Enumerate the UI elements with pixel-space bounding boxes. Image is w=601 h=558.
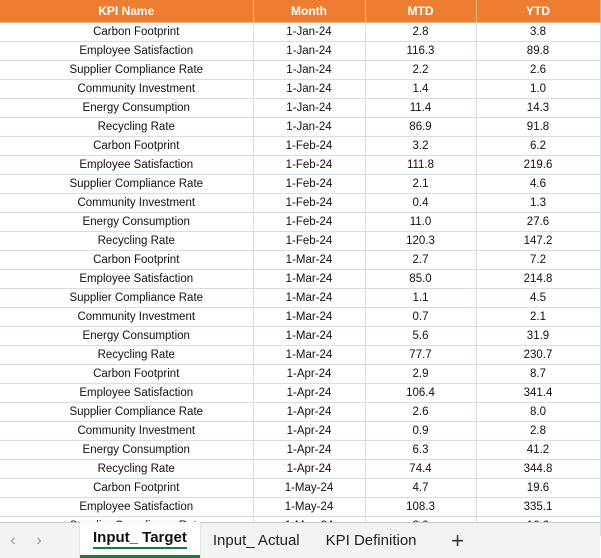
cell-ytd[interactable]: 27.6 xyxy=(476,212,600,231)
table-row xyxy=(0,269,600,288)
cell-kpi-name[interactable]: Energy Consumption xyxy=(0,440,253,459)
cell-kpi-name[interactable]: Recycling Rate xyxy=(0,459,253,478)
cell-month[interactable]: 1-Jan-24 xyxy=(253,22,365,41)
cell-month[interactable]: 1-Mar-24 xyxy=(253,288,365,307)
table-row xyxy=(0,155,600,174)
cell-kpi-name[interactable]: Carbon Footprint xyxy=(0,250,253,269)
cell-month[interactable]: 1-Feb-24 xyxy=(253,231,365,250)
plus-icon[interactable]: + xyxy=(451,527,464,553)
table-row xyxy=(0,326,600,345)
cell-ytd[interactable]: 3.8 xyxy=(476,22,600,41)
cell-ytd[interactable]: 8.7 xyxy=(476,364,600,383)
cell-kpi-name[interactable]: Employee Satisfaction xyxy=(0,383,253,402)
table-row xyxy=(0,288,600,307)
cell-ytd[interactable]: 1.0 xyxy=(476,79,600,98)
table-row xyxy=(0,383,600,402)
header-ytd[interactable]: YTD xyxy=(476,0,600,22)
cell-kpi-name[interactable]: Community Investment xyxy=(0,421,253,440)
cell-kpi-name[interactable]: Recycling Rate xyxy=(0,117,253,136)
cell-kpi-name[interactable]: Carbon Footprint xyxy=(0,364,253,383)
cell-kpi-name[interactable]: Carbon Footprint xyxy=(0,478,253,497)
cell-month[interactable]: 1-Jan-24 xyxy=(253,60,365,79)
table-row xyxy=(0,193,600,212)
table-row xyxy=(0,459,600,478)
cell-mtd[interactable]: 111.8 xyxy=(365,155,476,174)
cell-ytd[interactable]: 4.5 xyxy=(476,288,600,307)
cell-kpi-name[interactable]: Carbon Footprint xyxy=(0,22,253,41)
cell-ytd[interactable]: 2.6 xyxy=(476,60,600,79)
cell-month[interactable]: 1-Jan-24 xyxy=(253,98,365,117)
header-month[interactable]: Month xyxy=(253,0,365,22)
cell-month[interactable]: 1-Feb-24 xyxy=(253,155,365,174)
cell-ytd[interactable]: 6.2 xyxy=(476,136,600,155)
sheet-tab-bar xyxy=(0,522,600,558)
cell-month[interactable]: 1-Apr-24 xyxy=(253,421,365,440)
cell-mtd[interactable]: 2.9 xyxy=(365,364,476,383)
cell-mtd[interactable]: 1.4 xyxy=(365,79,476,98)
cell-mtd[interactable]: 116.3 xyxy=(365,41,476,60)
table-row xyxy=(0,440,600,459)
cell-kpi-name[interactable]: Supplier Compliance Rate xyxy=(0,288,253,307)
cell-kpi-name[interactable]: Employee Satisfaction xyxy=(0,155,253,174)
table-row xyxy=(0,174,600,193)
cell-kpi-name[interactable]: Recycling Rate xyxy=(0,231,253,250)
cell-ytd[interactable]: 89.8 xyxy=(476,41,600,60)
cell-mtd[interactable]: 6.3 xyxy=(365,440,476,459)
cell-mtd[interactable]: 0.9 xyxy=(365,421,476,440)
table-row xyxy=(0,117,600,136)
cell-mtd[interactable]: 0.7 xyxy=(365,307,476,326)
cell-mtd[interactable]: 2.6 xyxy=(365,402,476,421)
sheet-tab-input-actual[interactable] xyxy=(200,523,313,558)
cell-mtd[interactable]: 2.1 xyxy=(365,174,476,193)
cell-kpi-name[interactable]: Community Investment xyxy=(0,79,253,98)
table-row xyxy=(0,212,600,231)
table-row xyxy=(0,60,600,79)
cell-month[interactable]: 1-Apr-24 xyxy=(253,440,365,459)
cell-mtd[interactable]: 0.4 xyxy=(365,193,476,212)
cell-mtd[interactable]: 86.9 xyxy=(365,117,476,136)
cell-kpi-name[interactable]: Energy Consumption xyxy=(0,326,253,345)
sheet-tab-input-target[interactable] xyxy=(80,522,200,558)
cell-month[interactable]: 1-Feb-24 xyxy=(253,212,365,231)
cell-month[interactable]: 1-Apr-24 xyxy=(253,402,365,421)
cell-month[interactable]: 1-May-24 xyxy=(253,497,365,516)
cell-month[interactable]: 1-Apr-24 xyxy=(253,383,365,402)
cell-kpi-name[interactable]: Employee Satisfaction xyxy=(0,269,253,288)
cell-ytd[interactable]: 41.2 xyxy=(476,440,600,459)
cell-ytd[interactable]: 8.0 xyxy=(476,402,600,421)
cell-mtd[interactable]: 74.4 xyxy=(365,459,476,478)
table-row xyxy=(0,421,600,440)
cell-month[interactable]: 1-Mar-24 xyxy=(253,307,365,326)
cell-ytd[interactable]: 344.8 xyxy=(476,459,600,478)
table-row xyxy=(0,402,600,421)
cell-mtd[interactable]: 2.7 xyxy=(365,250,476,269)
table-row xyxy=(0,250,600,269)
sheet-tab-label: Input_ Actual xyxy=(212,532,300,549)
cell-ytd[interactable]: 341.4 xyxy=(476,383,600,402)
cell-ytd[interactable]: 219.6 xyxy=(476,155,600,174)
table-row xyxy=(0,478,600,497)
cell-mtd[interactable]: 2.8 xyxy=(365,22,476,41)
cell-kpi-name[interactable]: Supplier Compliance Rate xyxy=(0,60,253,79)
cell-kpi-name[interactable]: Energy Consumption xyxy=(0,212,253,231)
cell-month[interactable]: 1-Mar-24 xyxy=(253,345,365,364)
chevron-left-icon[interactable]: ‹ xyxy=(10,531,16,549)
cell-ytd[interactable]: 91.8 xyxy=(476,117,600,136)
sheet-tabs xyxy=(80,523,430,558)
cell-ytd[interactable]: 7.2 xyxy=(476,250,600,269)
cell-month[interactable]: 1-Feb-24 xyxy=(253,193,365,212)
header-mtd[interactable]: MTD xyxy=(365,0,476,22)
cell-mtd[interactable]: 11.0 xyxy=(365,212,476,231)
cell-kpi-name[interactable]: Carbon Footprint xyxy=(0,136,253,155)
cell-mtd[interactable]: 108.3 xyxy=(365,497,476,516)
cell-kpi-name[interactable]: Supplier Compliance Rate xyxy=(0,174,253,193)
table-row xyxy=(0,345,600,364)
table-row xyxy=(0,136,600,155)
table-row xyxy=(0,22,600,41)
chevron-right-icon[interactable]: › xyxy=(36,531,42,549)
table-row xyxy=(0,98,600,117)
cell-mtd[interactable]: 120.3 xyxy=(365,231,476,250)
cell-month[interactable]: 1-May-24 xyxy=(253,478,365,497)
cell-month[interactable]: 1-Jan-24 xyxy=(253,79,365,98)
cell-ytd[interactable]: 19.6 xyxy=(476,478,600,497)
sheet-tab-kpi-definition[interactable] xyxy=(313,523,430,558)
cell-month[interactable]: 1-Jan-24 xyxy=(253,41,365,60)
cell-mtd[interactable]: 2.2 xyxy=(365,60,476,79)
cell-month[interactable]: 1-Feb-24 xyxy=(253,136,365,155)
cell-mtd[interactable]: 11.4 xyxy=(365,98,476,117)
cell-month[interactable]: 1-Mar-24 xyxy=(253,326,365,345)
cell-ytd[interactable]: 1.3 xyxy=(476,193,600,212)
table-row xyxy=(0,307,600,326)
table-row xyxy=(0,79,600,98)
cell-month[interactable]: 1-Mar-24 xyxy=(253,269,365,288)
cell-ytd[interactable]: 230.7 xyxy=(476,345,600,364)
cell-month[interactable]: 1-Apr-24 xyxy=(253,459,365,478)
cell-kpi-name[interactable]: Supplier Compliance Rate xyxy=(0,402,253,421)
cell-ytd[interactable]: 147.2 xyxy=(476,231,600,250)
header-kpi-name[interactable]: KPI Name xyxy=(0,0,253,22)
cell-ytd[interactable]: 2.8 xyxy=(476,421,600,440)
cell-kpi-name[interactable]: Energy Consumption xyxy=(0,98,253,117)
cell-ytd[interactable]: 4.6 xyxy=(476,174,600,193)
cell-mtd[interactable]: 5.6 xyxy=(365,326,476,345)
cell-month[interactable]: 1-Mar-24 xyxy=(253,250,365,269)
cell-month[interactable]: 1-Apr-24 xyxy=(253,364,365,383)
cell-month[interactable]: 1-Feb-24 xyxy=(253,174,365,193)
cell-mtd[interactable]: 106.4 xyxy=(365,383,476,402)
cell-kpi-name[interactable]: Community Investment xyxy=(0,307,253,326)
table-row xyxy=(0,497,600,516)
table-row xyxy=(0,41,600,60)
cell-ytd[interactable]: 214.8 xyxy=(476,269,600,288)
cell-mtd[interactable]: 85.0 xyxy=(365,269,476,288)
cell-month[interactable]: 1-Jan-24 xyxy=(253,117,365,136)
table-row xyxy=(0,364,600,383)
sheet-tab-label: KPI Definition xyxy=(325,532,417,549)
cell-mtd[interactable]: 1.1 xyxy=(365,288,476,307)
cell-ytd[interactable]: 335.1 xyxy=(476,497,600,516)
sheet-tab-label: Input_ Target xyxy=(93,529,187,549)
cell-mtd[interactable]: 3.2 xyxy=(365,136,476,155)
cell-mtd[interactable]: 77.7 xyxy=(365,345,476,364)
header-row xyxy=(0,0,600,22)
cell-kpi-name[interactable]: Community Investment xyxy=(0,193,253,212)
cell-ytd[interactable]: 14.3 xyxy=(476,98,600,117)
cell-kpi-name[interactable]: Employee Satisfaction xyxy=(0,41,253,60)
cell-kpi-name[interactable]: Employee Satisfaction xyxy=(0,497,253,516)
cell-kpi-name[interactable]: Recycling Rate xyxy=(0,345,253,364)
cell-ytd[interactable]: 2.1 xyxy=(476,307,600,326)
cell-mtd[interactable]: 4.7 xyxy=(365,478,476,497)
table-row xyxy=(0,231,600,250)
cell-ytd[interactable]: 31.9 xyxy=(476,326,600,345)
